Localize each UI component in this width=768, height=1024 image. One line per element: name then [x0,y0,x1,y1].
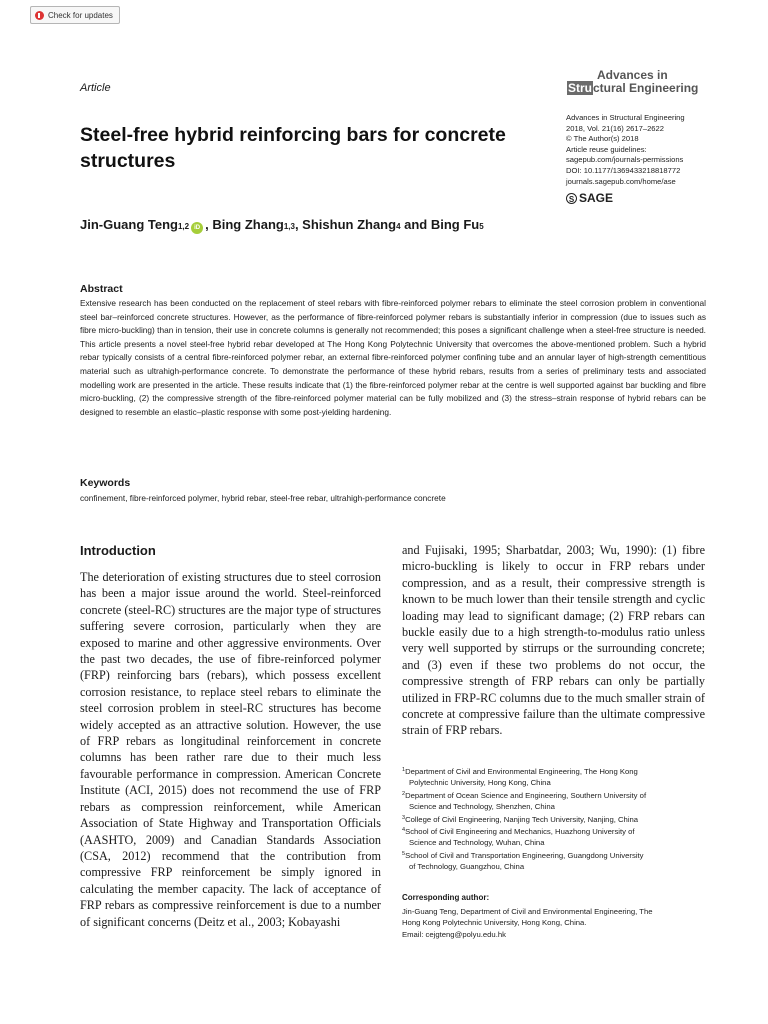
corresponding-author-line: Jin-Guang Teng, Department of Civil and Environmental Engineering, The [402,907,653,916]
author-affiliation-sup: 1,2 [177,222,190,231]
update-icon [35,11,44,20]
affiliation-number: 3 [402,814,406,821]
keywords-text: confinement, fibre-reinforced polymer, hybrid rebar, steel-free rebar, ultrahigh-performance concrete [80,493,446,503]
journal-logo [567,68,707,98]
check-for-updates-label: Check for updates [48,10,113,20]
journal-logo-line1: Advances in [597,68,668,82]
journal-logo-boxed-text: Stru [568,81,592,95]
affiliation-number: 4 [402,827,406,834]
journal-doi[interactable]: DOI: 10.1177/1369433218818772 [566,165,681,175]
journal-volume: 2018, Vol. 21(16) 2617–2622 [566,123,664,133]
abstract-heading: Abstract [80,283,123,295]
author-name[interactable]: , Bing Zhang [205,217,284,232]
corresponding-author-heading: Corresponding author: [402,893,490,902]
affiliation-number: 5 [402,850,406,857]
author-list [80,217,484,234]
journal-name: Advances in Structural Engineering [566,113,685,122]
affiliation-text: College of Civil Engineering, Nanjing Tech University, Nanjing, China [405,814,639,824]
abstract-text: Extensive research has been conducted on the replacement of steel rebars with fibre-reinforced polymer rebars to eliminate the steel corrosion problem in conventional steel bar–reinforced concrete structures. However, as the performance of fibre-reinforced polymer rebars is substantially inferior in compression (due to issues such as fibre micro-buckling) than in tension, their use in concrete columns is generally not recommended; this poses a significant challenge when a steel-free structure is needed. This article presents a novel steel-free hybrid rebar developed at The Hong Kong Polytechnic University that overcomes the above-mentioned problem. Such a hybrid rebar typically consists of a central fibre-reinforced polymer rebar, an external fibre-reinforced polymer confining tube and an annular layer of high-strength cementitious material such as ultrahigh-performance concrete. To demonstrate the performance of these hybrid rebars, results from a series of preliminary tests and associated modelling work are presented in the article. These results indicate that (1) the fibre-reinforced polymer rebar at the centre is well supported against bar buckling and fibre micro-buckling, (2) the compressive strength of the fibre-reinforced polymer material can be fully mobilized and (3) the stress–strain response of hybrid rebars can be designed to resemble an elastic–plastic response with some post-yielding hardening. [80,298,706,417]
orcid-icon[interactable]: iD [191,222,203,234]
journal-info [566,113,726,187]
author-affiliation-sup: 5 [479,222,484,231]
journal-permissions-link[interactable]: sagepub.com/journals-permissions [566,155,684,165]
affiliation-item [402,813,707,825]
affiliation-item [402,825,707,849]
affiliation-item [402,789,707,813]
affiliations [402,765,707,873]
affiliation-text: School of Civil and Transportation Engineering, Guangdong University [405,850,644,860]
check-for-updates-button[interactable] [30,6,120,24]
affiliation-text: Department of Ocean Science and Engineering, Southern University of [405,790,647,800]
corresponding-author-line: Hong Kong Polytechnic University, Hong Kong, China. [402,918,587,928]
corresponding-author-email[interactable]: Email: cejgteng@polyu.edu.hk [402,929,506,939]
affiliation-text-cont: Science and Technology, Shenzhen, China [409,802,555,812]
article-type-label: Article [80,82,111,94]
introduction-heading: Introduction [80,543,156,558]
introduction-right-column: and Fujisaki, 1995; Sharbatdar, 2003; Wu, 1990): (1) fibre micro-buckling is likely to occur in FRP rebars under compression, and as a result, their compressive strength is known to be much lower than their tensile strength and cyclic loading may lead to significant damage; (2) FRP rebars can buckle easily due to a high strength-to-modulus ratio unless very well supported by stirrups or the surrounding concrete; and (3) even if these two problems do not occur, the compressive strength of FRP rebars can only be partially utilized in FRP-RC columns due to the much smaller strain of concrete at compressive failure than the ultimate compressive strain of FRP rebars. [402,543,705,738]
affiliation-number: 1 [402,767,406,773]
affiliation-text: School of Civil Engineering and Mechanics, Huazhong University of [405,827,635,837]
affiliation-item [402,765,707,789]
affiliation-item [402,849,707,873]
introduction-left-column: The deterioration of existing structures due to steel corrosion has been a major issue around the world. Steel-reinforced concrete (steel-RC) structures are the major type of structures suffering severe corrosion, particularly when they are exposed to marine and other aggressive environments. Over the past two decades, the use of fibre-reinforced polymer (FRP) reinforcing bars (rebars), which possess excellent corrosion resistance, to replace steel rebars to eliminate the steel corrosion problem in steel-RC structures has become widely accepted as an attractive solution. However, the use of FRP rebars as longitudinal reinforcement in concrete columns has been rather rare due to their much less favourable performance in compression. American Concrete Institute (ACI, 2015) does not recommend the use of FRP rebars as compression reinforcement, while American Association of State Highway and Transportation Officials (AASHTO, 2009) and Canadian Standards Association (CSA, 2012) recommend that the contribution from compressive FRP reinforcement be simply ignored in calculating the member capacity. The lack of acceptance of FRP rebars as compressive reinforcement is due to a number of significant concerns (Deitz et al., 2003; Kobayashi [80,570,381,929]
author-name[interactable]: and Bing Fu [400,217,480,232]
keywords-heading: Keywords [80,477,131,489]
author-name[interactable]: , Shishun Zhang [294,217,397,232]
journal-home-link[interactable]: journals.sagepub.com/home/ase [566,176,676,186]
sage-icon: S [566,193,577,204]
journal-copyright: © The Author(s) 2018 [566,134,639,144]
affiliation-text-cont: Science and Technology, Wuhan, China [409,838,545,848]
publisher-logo [566,191,613,205]
affiliation-number: 2 [402,790,406,797]
publisher-name: SAGE [579,191,614,205]
author-name[interactable]: Jin-Guang Teng [80,217,178,232]
affiliation-text-cont: of Technology, Guangzhou, China [409,862,525,872]
corresponding-author-info [402,906,707,940]
journal-logo-line2: ctural Engineering [593,81,699,95]
affiliation-text-cont: Polytechnic University, Hong Kong, China [409,778,551,788]
author-affiliation-sup: 1,3 [283,222,295,231]
author-affiliation-sup: 4 [396,222,401,231]
article-title: Steel-free hybrid reinforcing bars for concrete structures [80,124,506,172]
journal-reuse-label: Article reuse guidelines: [566,144,647,154]
affiliation-text: Department of Civil and Environmental Engineering, The Hong Kong [405,767,638,776]
